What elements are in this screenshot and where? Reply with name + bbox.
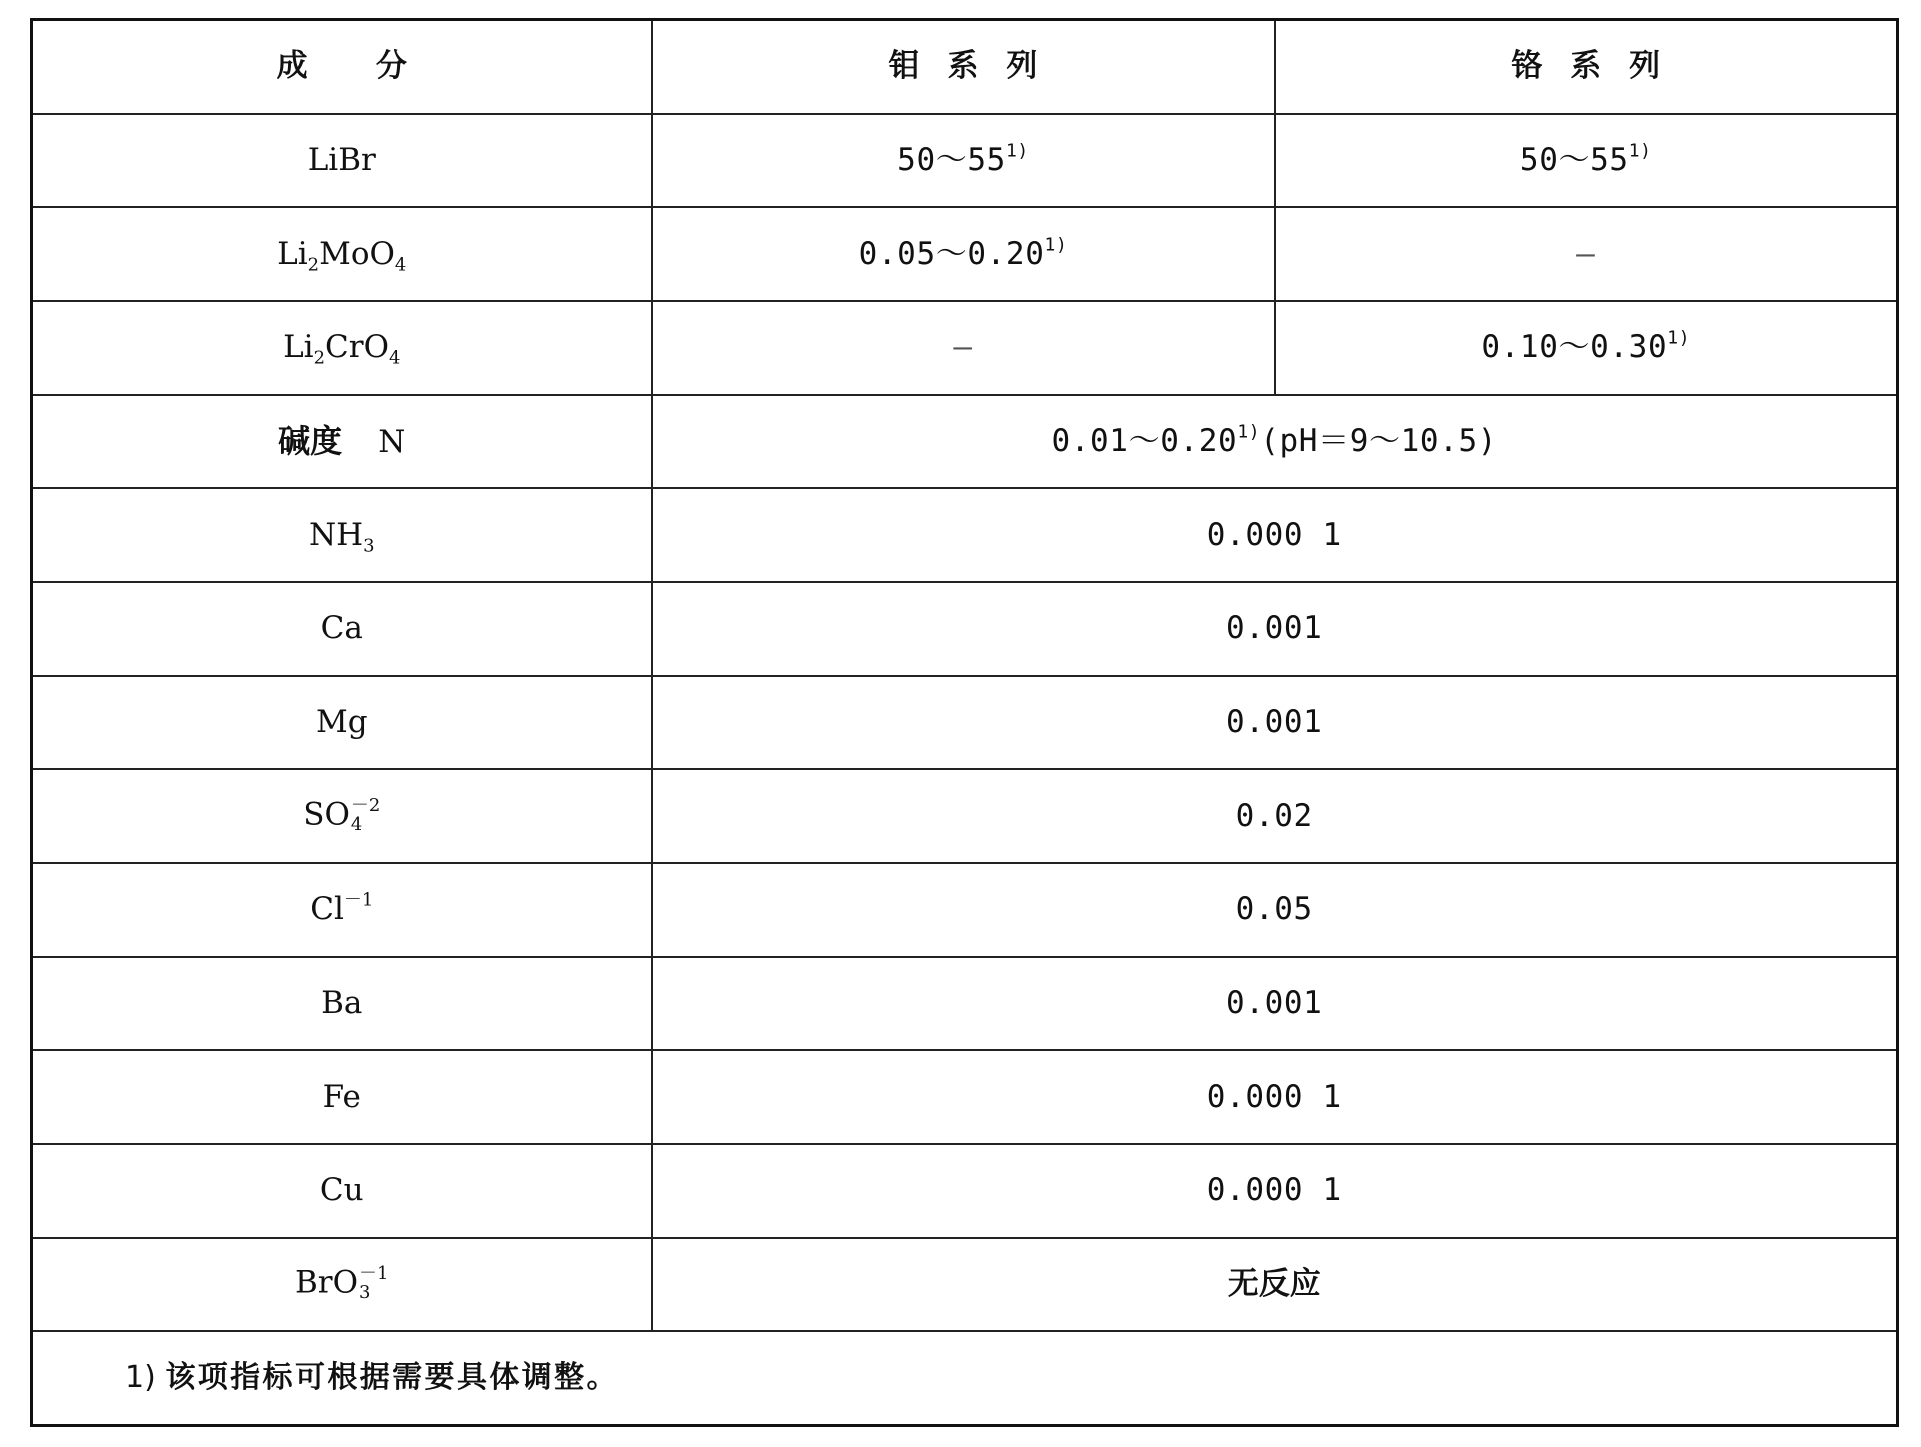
component-name-cell: Ca — [32, 582, 652, 676]
formula-part: Li — [277, 235, 308, 272]
shared-value-cell: 0.000 1 — [652, 1144, 1898, 1238]
table-row-bro3 — [32, 1238, 1898, 1332]
table-row-li2moo4 — [32, 207, 1898, 301]
table-row-ba — [32, 957, 1898, 1051]
header-mo-series: 钼系列 — [652, 20, 1275, 114]
formula-part: Cl — [310, 891, 344, 928]
shared-value-cell — [652, 395, 1898, 489]
formula-superscript: －1 — [343, 889, 374, 911]
header-cr-series: 铬系列 — [1275, 20, 1898, 114]
table-row-so4 — [32, 769, 1898, 863]
spec-table-container — [30, 18, 1896, 1427]
cr-value-cell — [1275, 114, 1898, 208]
cr-value-cell — [1275, 301, 1898, 395]
footnote-ref: 1) — [1237, 421, 1261, 443]
table-row-alkalinity — [32, 395, 1898, 489]
formula-subscript: 4 — [394, 253, 407, 275]
shared-value-cell: 0.001 — [652, 676, 1898, 770]
cr-value-cell — [1275, 207, 1898, 301]
shared-value-cell: 0.000 1 — [652, 488, 1898, 582]
table-row-li2cro4 — [32, 301, 1898, 395]
footnote-row — [32, 1331, 1898, 1425]
header-component: 成分 — [32, 20, 652, 114]
not-applicable-dash: — — [953, 329, 973, 366]
shared-value-cell: 无反应 — [652, 1238, 1898, 1332]
formula-subscript: 2 — [307, 253, 320, 275]
shared-value-cell: 0.000 1 — [652, 1050, 1898, 1144]
footnote-ref: 1) — [1667, 327, 1691, 349]
formula-part: SO — [303, 796, 350, 833]
component-name-cell: Cu — [32, 1144, 652, 1238]
mo-value: 50～55 — [897, 141, 1006, 178]
formula-part: BrO — [295, 1264, 359, 1301]
header-row — [32, 20, 1898, 114]
formula-part: MoO — [319, 235, 395, 272]
formula-subscript: 4 — [350, 814, 363, 836]
formula-part: Li — [283, 329, 314, 366]
shared-value-cell: 0.05 — [652, 863, 1898, 957]
shared-value-cell: 0.001 — [652, 957, 1898, 1051]
alkalinity-range: 0.01～0.20 — [1051, 422, 1238, 459]
component-name-cell — [32, 1238, 652, 1332]
component-name: LiBr — [307, 141, 376, 178]
footnote-label: 1) — [125, 1360, 156, 1396]
table-row-ca — [32, 582, 1898, 676]
mo-value-cell — [652, 114, 1275, 208]
footnote-ref: 1) — [1628, 140, 1652, 162]
not-applicable-dash: — — [1576, 235, 1596, 272]
formula-subscript: 2 — [313, 347, 326, 369]
component-name-cell — [32, 769, 652, 863]
shared-value-cell: 0.001 — [652, 582, 1898, 676]
component-name-cell: Fe — [32, 1050, 652, 1144]
mo-value-cell — [652, 301, 1275, 395]
cr-value: 50～55 — [1519, 141, 1629, 178]
component-name-cell — [32, 207, 652, 301]
shared-value-cell: 0.02 — [652, 769, 1898, 863]
formula-part: NH — [308, 516, 364, 553]
component-unit: N — [378, 423, 406, 460]
footnote-ref: 1) — [1044, 234, 1068, 256]
mo-value-cell — [652, 207, 1275, 301]
table-row-cl — [32, 863, 1898, 957]
component-name-cn: 碱度 — [278, 421, 343, 460]
table-row-mg — [32, 676, 1898, 770]
composition-table — [30, 18, 1899, 1427]
footnote-text: 该项指标可根据需要具体调整。 — [165, 1360, 619, 1396]
component-name-cell — [32, 488, 652, 582]
formula-superscript: －2 — [350, 795, 381, 817]
component-name-cell — [32, 301, 652, 395]
component-name-cell: Mg — [32, 676, 652, 770]
formula-subscript: 3 — [359, 1282, 371, 1304]
formula-sub-sup — [351, 797, 380, 835]
component-name-cell: Ba — [32, 957, 652, 1051]
table-row-nh3 — [32, 488, 1898, 582]
mo-value: 0.05～0.20 — [858, 235, 1045, 272]
component-name-cell — [32, 114, 652, 208]
ph-range: (pH＝9～10.5) — [1260, 422, 1498, 459]
footnote-cell — [32, 1331, 1898, 1425]
formula-subscript: 4 — [388, 347, 401, 369]
component-name-cell — [32, 395, 652, 489]
table-row-libr — [32, 114, 1898, 208]
component-name-cell — [32, 863, 652, 957]
formula-sub-sup — [359, 1265, 388, 1303]
footnote-ref: 1) — [1005, 140, 1029, 162]
table-row-cu — [32, 1144, 1898, 1238]
formula-subscript: 3 — [363, 534, 375, 556]
formula-part: CrO — [325, 329, 389, 366]
formula-superscript: －1 — [359, 1263, 389, 1285]
table-row-fe — [32, 1050, 1898, 1144]
cr-value: 0.10～0.30 — [1481, 329, 1668, 366]
